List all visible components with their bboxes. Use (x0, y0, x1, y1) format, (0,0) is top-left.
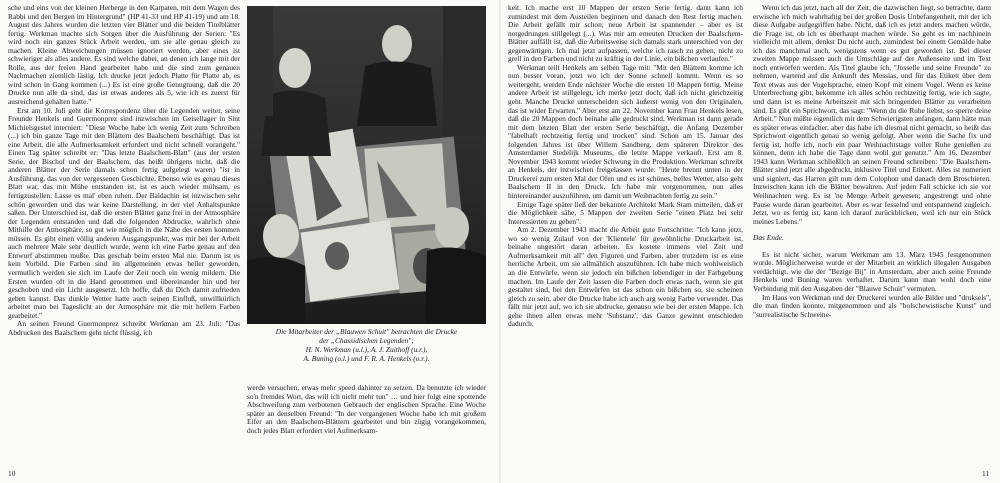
page-number-left: 10 (8, 469, 16, 478)
caption-line: der „Chassidischen Legenden"; (319, 336, 414, 345)
closing-line: Das Ende. (753, 233, 784, 243)
page-gutter (499, 0, 501, 483)
paragraph: Wenn ich das jetzt, nach all der Zeit, die dazwischen liegt, so betrachte, dann erwische ich mich wahrhaftig bei der großen Dosis Unbefangenheit, mit der ich diese Aufgabe aufgegriffen habe. Nicht, daß ich es jetzt anders machen würde, die Frage ist, ob ich es überhaupt machen würde. So geht es im nachhinein vielleicht mit allem, denkst Du nicht auch, zumindest bei einem Gemälde habe ich das manchmal auch, wenigstens wenn es gut geworden ist. Bei dieser zweiten Mappe müssen auch die Umschläge auf der Außenseite und im Text noch entworfen werden. Als Titel glaube ich, "Josselle und seine Freunde" zu nehmen, wartend auf die Ankunft des Messias, und für das Etikett über dem Text etwas aus der Vogelsprache, einen Kopf mit einem Vogel. Wenn es keine Unterbrechung gibt, bekomme ich alles schön rechtzeitig fertig, wie ich sagte, und dann ist es meine Arbeitszeit mit sich bringenden Blätter zu verarbeiten sind. Es gibt ein Sprichwort, das sagt: "Wenn du die Ruhe liebst, so sperre deine Arbeit." Nun müßte eigentlich mit dem Schwierigsten anfangen, dann hätte man es später etwas einfacher, aber das habe ich diesmal nicht gemacht, so heißt das Sprichwort eigentlich genau so wenig gefolgt. Aber wenn die Sache fix und fertig ist, hoffe ich, noch ein paar Weihnachtstage voller Ruhe genießen zu können, denn ich habe die Tage dann wohl gut genutzt." Am 16. Dezember 1943 kann Werkman schließlich an seinen Freund schreiben: "Die Baalschem-Blätter sind jetzt alle abgedruckt, inklusive Titel und Etikett. Alles ist numeriert und signiert, das Harren gilt nun dem Colophon und danach dem Broschieren. Inzwischen kann ich die Blätter bewahren. Auf jeden Fall schicke ich sie vor Weihnachten weg. Es ist 'ne Menge Arbeit gewesen; angestrengt und ohne Pause wurde daran gearbeitet. Aber es war fesselnd und entspannend zugleich. Jetzt, wo es fertig ist, kann ich darauf zurückblicken, weil ich nur ein Stück meines Lebens." (753, 4, 991, 226)
page-number-right: 11 (982, 469, 990, 478)
photo-caption (247, 327, 486, 363)
right-page-column-1 (508, 4, 743, 466)
caption-line: A. Buning (o.l.) und F. R. A. Henkels (o.r.). (303, 354, 430, 363)
paragraph: An seinen Freund Guermonprez schreibt Werkman am 23. Juli: "Das Abdrucken des Baalschem geht nicht flüssig, ich (8, 319, 240, 337)
paragraph: keit. Ich mache erst 10 Mappen der ersten Serie fertig, dann kann ich zumindest mit dem Austeilen beginnen und danach den Rest fertig machen. Die Arbeit gefällt mir schon; neue Arbeit ist spannender – aber es ist notgedrungen stillgelegt (...). Was mir am erneuten Drucken der Baalschem-Blätter auffällt ist, daß die Arbeitsweise sich damals stark unterschied von der gegenwärtigen. Ich mal jetzt aufpassen, welche ich rasch zu gehen, nicht zu grell in den Farben und nicht zu kräftig in der Linie, ein bißchen verlaufen." (508, 4, 743, 64)
paragraph: Am 2. Dezember 1943 macht die Arbeit gute Fortschritte: "Ich kann jetzt, wo so wenig Zulauf von der 'Klientele' für gewöhnliche Druckarbeit ist, beinahe ungestört daran arbeiten. Es kostete immens viel Zeit und Aufmerksamkeit mit all" den Figuren und Farben, aber trotzdem ist es eine herrliche Arbeit, um sie allmählich auszuführen. Ich habe mich wohlweislich an die Entwürfe, wenn sie jedoch ein bißchen lebendiger in der Farbgebung machen. Im Laufe der Zeit lassen die Farben doch etwas nach, wenn sie gut gestaltet sind, bei den Entwürfen ist das schon ein bißchen so, sie scheinen gleich zu sein, aber die Drucke habe ich auch arg wenig Farbe verwendet. Das fällt mir jetzt auf, wo ich sie abdrucke, genauso wie bei der ersten Mappe. Ich gehe ihnen allen etwas mehr 'Substanz', das Ganze gewinnt entschieden dadurch. (508, 225, 743, 329)
left-page-column-2 (247, 384, 486, 466)
caption-line: H. N. Werkman (u.l.), A. J. Zuithoff (u.r.), (305, 345, 428, 354)
photo-men-viewing-prints (247, 6, 486, 324)
caption-line: Die Mitarbeiter der „Blauwen Schuit" betrachten die Drucke (275, 327, 458, 336)
paragraph: Im Haus von Werkman und der Druckerei wurden alle Bilder und "druksels", die man finden konnte, mitgenommen und als "bolschewistische Kunst" und "surrealistische Schweine- (753, 292, 991, 319)
left-page-column-1 (8, 4, 240, 466)
paragraph: werde versuchen, etwas mehr speed dahinter zu setzen. Da benutzte ich wieder so'n fremdes Wort, das will ich nicht mehr tun" … und hier folgt eine spottende Abschweifung zum verbotenen Gebrauch der englischen Sprache. Eine Woche später an denselben Freund: "In der vergangenen Woche habe ich mit großem Eifer an den Baalschem-Blättern gearbeitet und bin zügig vorangekommen, doch jedes Blatt erfordert viel Aufmerksam- (247, 384, 486, 435)
paragraph: sche und eins von der kleinen Herberge in den Karpaten, mit dem Wagen des Rabbi und den Bergen im Hintergrund" (HP 41-33 und HP 41-19) und am 18. August des Jahres wurden die letzten vier Blätter und die beiden Titelblätter fertig. Werkman machte sich Sorgen über die Ausführung der Serien: "Es wird noch ein ganzes Stück Arbeit werden, um sie alle genau gleich zu machen. Kleine Abweichungen müssen ignoriert werden, aber eines ist schwieriger als alles andere. Es sind welche dabei, an denen ich lange mit der Rolle, aus der freien Hand gearbeitet habe und die sind zum genauen Nachmachen ziemlich lästig. Ich drucke jetzt jedoch Platte für Platte ab, es wird schon in Gang kommen (...) Es ist eine große Genugtuung, daß die 20 Drucke nun alle da sind, das ist etwas anderes als 5, wie ich es zuerst für ausreichend gehalten hatte." (8, 4, 240, 107)
paragraph: Einige Tage später ließ der bekannte Architekt Mark Stam mitteilen, daß er die Möglichkeit sähe, 5 Mappen der zweiten Serie "einen Platz bei sehr Interessierten zu geben". (508, 199, 743, 226)
right-page-column-2 (753, 4, 991, 466)
paragraph: Erst am 10. Juli geht die Korrespondenz über die Legenden weiter, seine Freunde Henkels und Guermonprez sind inzwischen im Geisellager in Sint Michielsgestel interniert: "Diese Woche habe ich wenig Zeit zum Schreiben (...) ich bin ganze Tage mit den Blättern des Baalschem beschäftigt. Das ist eine Arbeit, die alle Aufmerksamkeit erfordert und nicht schnell vorangeht." Einen Tag später schreibt er: "Das letzte Baalschem-Blatt" (aus der ersten Serie, der Bischof und der Baalschem, das heißt übrigens nicht, daß die anderen Blätter der Serie damals schon fertig aufgelegt waren) "ist in Ausführung, das von der vergessenen Geschichte. Ebenso wie es genau dieses Blatt war, das mit Mühe entstanden ist, ist es auch wieder mühsam, es fertigzustellen. Lasse es mal' eben ruhen. Der Baldachin ist inzwischen sehr schön geworden und das war keine Darstellung, in der viel Anhaltspunkte saßen. Der Unterschied ist, daß die ersten Blätter ganz frei in der Atmosphäre der Legenden entstanden und daß die folgenden Abdrucke, wahrlich ohne Mithilfe der Atmosphäre, so gut wie möglich in die Nähe des ersten kommen müssen. Es gibt einen völlig anderen Ausgangspunkt, was mir bei der Arbeit auch mehrere Male sehr deutlich wurde, wenn ich eine Farbe genau auf den Entwurf abstimmen mußte. Das geschah beim ersten Mal nie. Darum ist es kein Vorbild. Die Farben sind im allgemeinen etwas heller geworden, vermutlich werden sie sich im Laufe der Zeit noch ein wenig mildern. Die Ersten wurden oft in die Hand genommen und übereinander hin und her geschoben und ein Licht ausgesetzt. Ich hoffe, daß du Dich damit zufrieden geben kannst. Das dunkle Wetter hatte auch seinen Einfluß, unwillkürlich arbeitet man bei Tageslicht an der Atmosphäre mit die mit hellem Farben gearbeitet." (8, 105, 240, 320)
paragraph: Es ist nicht sicher, warum Werkman am 13. März 1945 festgenommen wurde. Möglicherweise wurde er der Mitarbeit an wirklich illegalen Ausgaben verdächtigt, wie die der "Bezige Bij" in Amsterdam, aber auch seine Freunde Henkels und Buning waren verhaftet. Darum kann man wohl doch eine Verbindung mit den Ausgaben der "Blauwe Schuit" vermuten. (753, 249, 991, 293)
paragraph: Werkman teilt Henkels am selben Tage mit: "Mit den Blättern komme ich nun besser voran, jetzt wo ich der Sonne schnell kommt. Wenn es so weitergeht, werden Ende nächster Woche die ersten 10 Mappen fertig. Meine andere Arbeit ist stillgelegt, ich merke jetzt doch, daß ich nicht gleichzeitig geht. Manche Drucke unterscheiden sich äußerst wenig von den Originalen, das ist wider Erwarten." Aber erst am 22. November kann Frau Henkels lesen, daß die 20 Mappen doch beinahe alle gedruckt sind, Werkman ist dann gerade mit dem letzten Blatt der ersten Serie beschäftigt, die Anfang Dezember "fabelhaft rechtzeitig fertig und trocken" sind. Schon am 15. Januar des folgenden Jahres ist über Willem Sandberg, dem späteren Direktor des Amsterdamer Stedelijk Museums, die letzte Mappe verkauft. Erst am 8. November 1943 kommt wieder Schwung in die Produktion. Werkman schreibt an Henkels, der inzwischen freigelassen wurde: "Heute brennt unten in der Druckerei zum ersten Mal der Ofen und es ist schönes, helles Wetter, also geht Baalschem II in den Druck. Ich habe mir vorgenommen, nun alles hintereinander auszuführen, um damit um Weihnachten fertig zu sein." (508, 62, 743, 201)
archival-photograph (247, 6, 486, 324)
